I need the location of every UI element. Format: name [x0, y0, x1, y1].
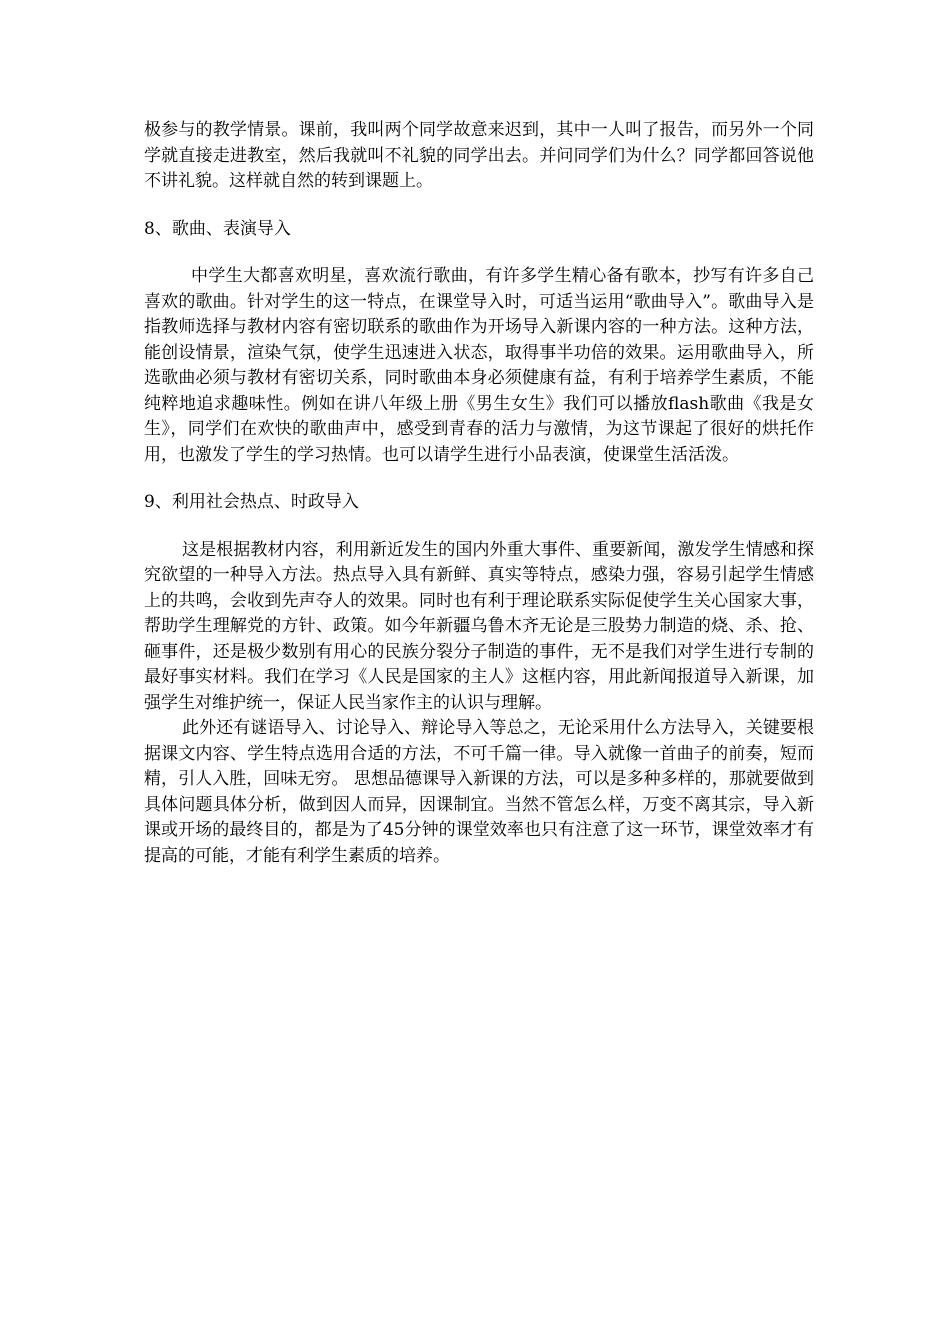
section-heading-9: 9、利用社会热点、时政导入: [144, 492, 359, 512]
section-heading-8: 8、歌曲、表演导入: [144, 218, 291, 239]
document-page: [144, 118, 814, 869]
paragraph-current-affairs: 这是根据教材内容，利用新近发生的国内外重大事件、重要新闻，激发学生情感和探究欲望的一种导入方法。热点导入具有新鲜、真实等特点，感染力强，容易引起学生情感上的共鸣，会收到先声夺人的效果。同时也有利于理论联系实际促使学生关心国家大事，帮助学生理解党的方针、政策。如今年新疆乌鲁木齐无论是三股势力制造的烧、杀、抢、砸事件，还是极少数别有用心的民族分裂分子制造的事件，无不是我们对学生进行专制的最好事实材料。我们在学习《人民是国家的主人》这框内容，用此新闻报道导入新课，加强学生对维护统一，保证人民当家作主的认识与理解。: [144, 539, 814, 713]
paragraph-conclusion: 此外还有谜语导入、讨论导入、辩论导入等总之，无论采用什么方法导入，关键要根据课文内容、学生特点选用合适的方法，不可千篇一律。导入就像一首曲子的前奏，短而精，引人入胜，回味无穷。 思想品德课导入新课的方法，可以是多种多样的，那就要做到具体问题具体分析，做到因人而异，因课制宜。当然不管怎么样，万变不离其宗，导入新课或开场的最终目的，都是为了45分钟的课堂效率也只有注意了这一环节，课堂效率才有提高的可能，才能有利学生素质的培养。: [144, 718, 814, 866]
paragraph-intro: 极参与的教学情景。课前，我叫两个同学故意来迟到，其中一人叫了报告，而另外一个同学就直接走进教室，然后我就叫不礼貌的同学出去。并问同学们为什么？同学都回答说他不讲礼貌。这样就自然的转到课题上。: [144, 120, 814, 191]
paragraph-song-performance: 中学生大都喜欢明星，喜欢流行歌曲，有许多学生精心备有歌本，抄写有许多自己喜欢的歌曲。针对学生的这一特点，在课堂导入时，可适当运用“歌曲导入”。歌曲导入是指教师选择与教材内容有密切联系的歌曲作为开场导入新课内容的一种方法。这种方法，能创设情景，渲染气氛，使学生迅速进入状态，取得事半功倍的效果。运用歌曲导入，所选歌曲必须与教材有密切关系，同时歌曲本身必须健康有益，有利于培养学生素质，不能纯粹地追求趣味性。例如在讲八年级上册《男生女生》我们可以播放flash歌曲《我是女生》，同学们在欢快的歌曲声中，感受到青春的活力与激情，为这节课起了很好的烘托作用，也激发了学生的学习热情。也可以请学生进行小品表演，使课堂生活活泼。: [144, 266, 814, 465]
